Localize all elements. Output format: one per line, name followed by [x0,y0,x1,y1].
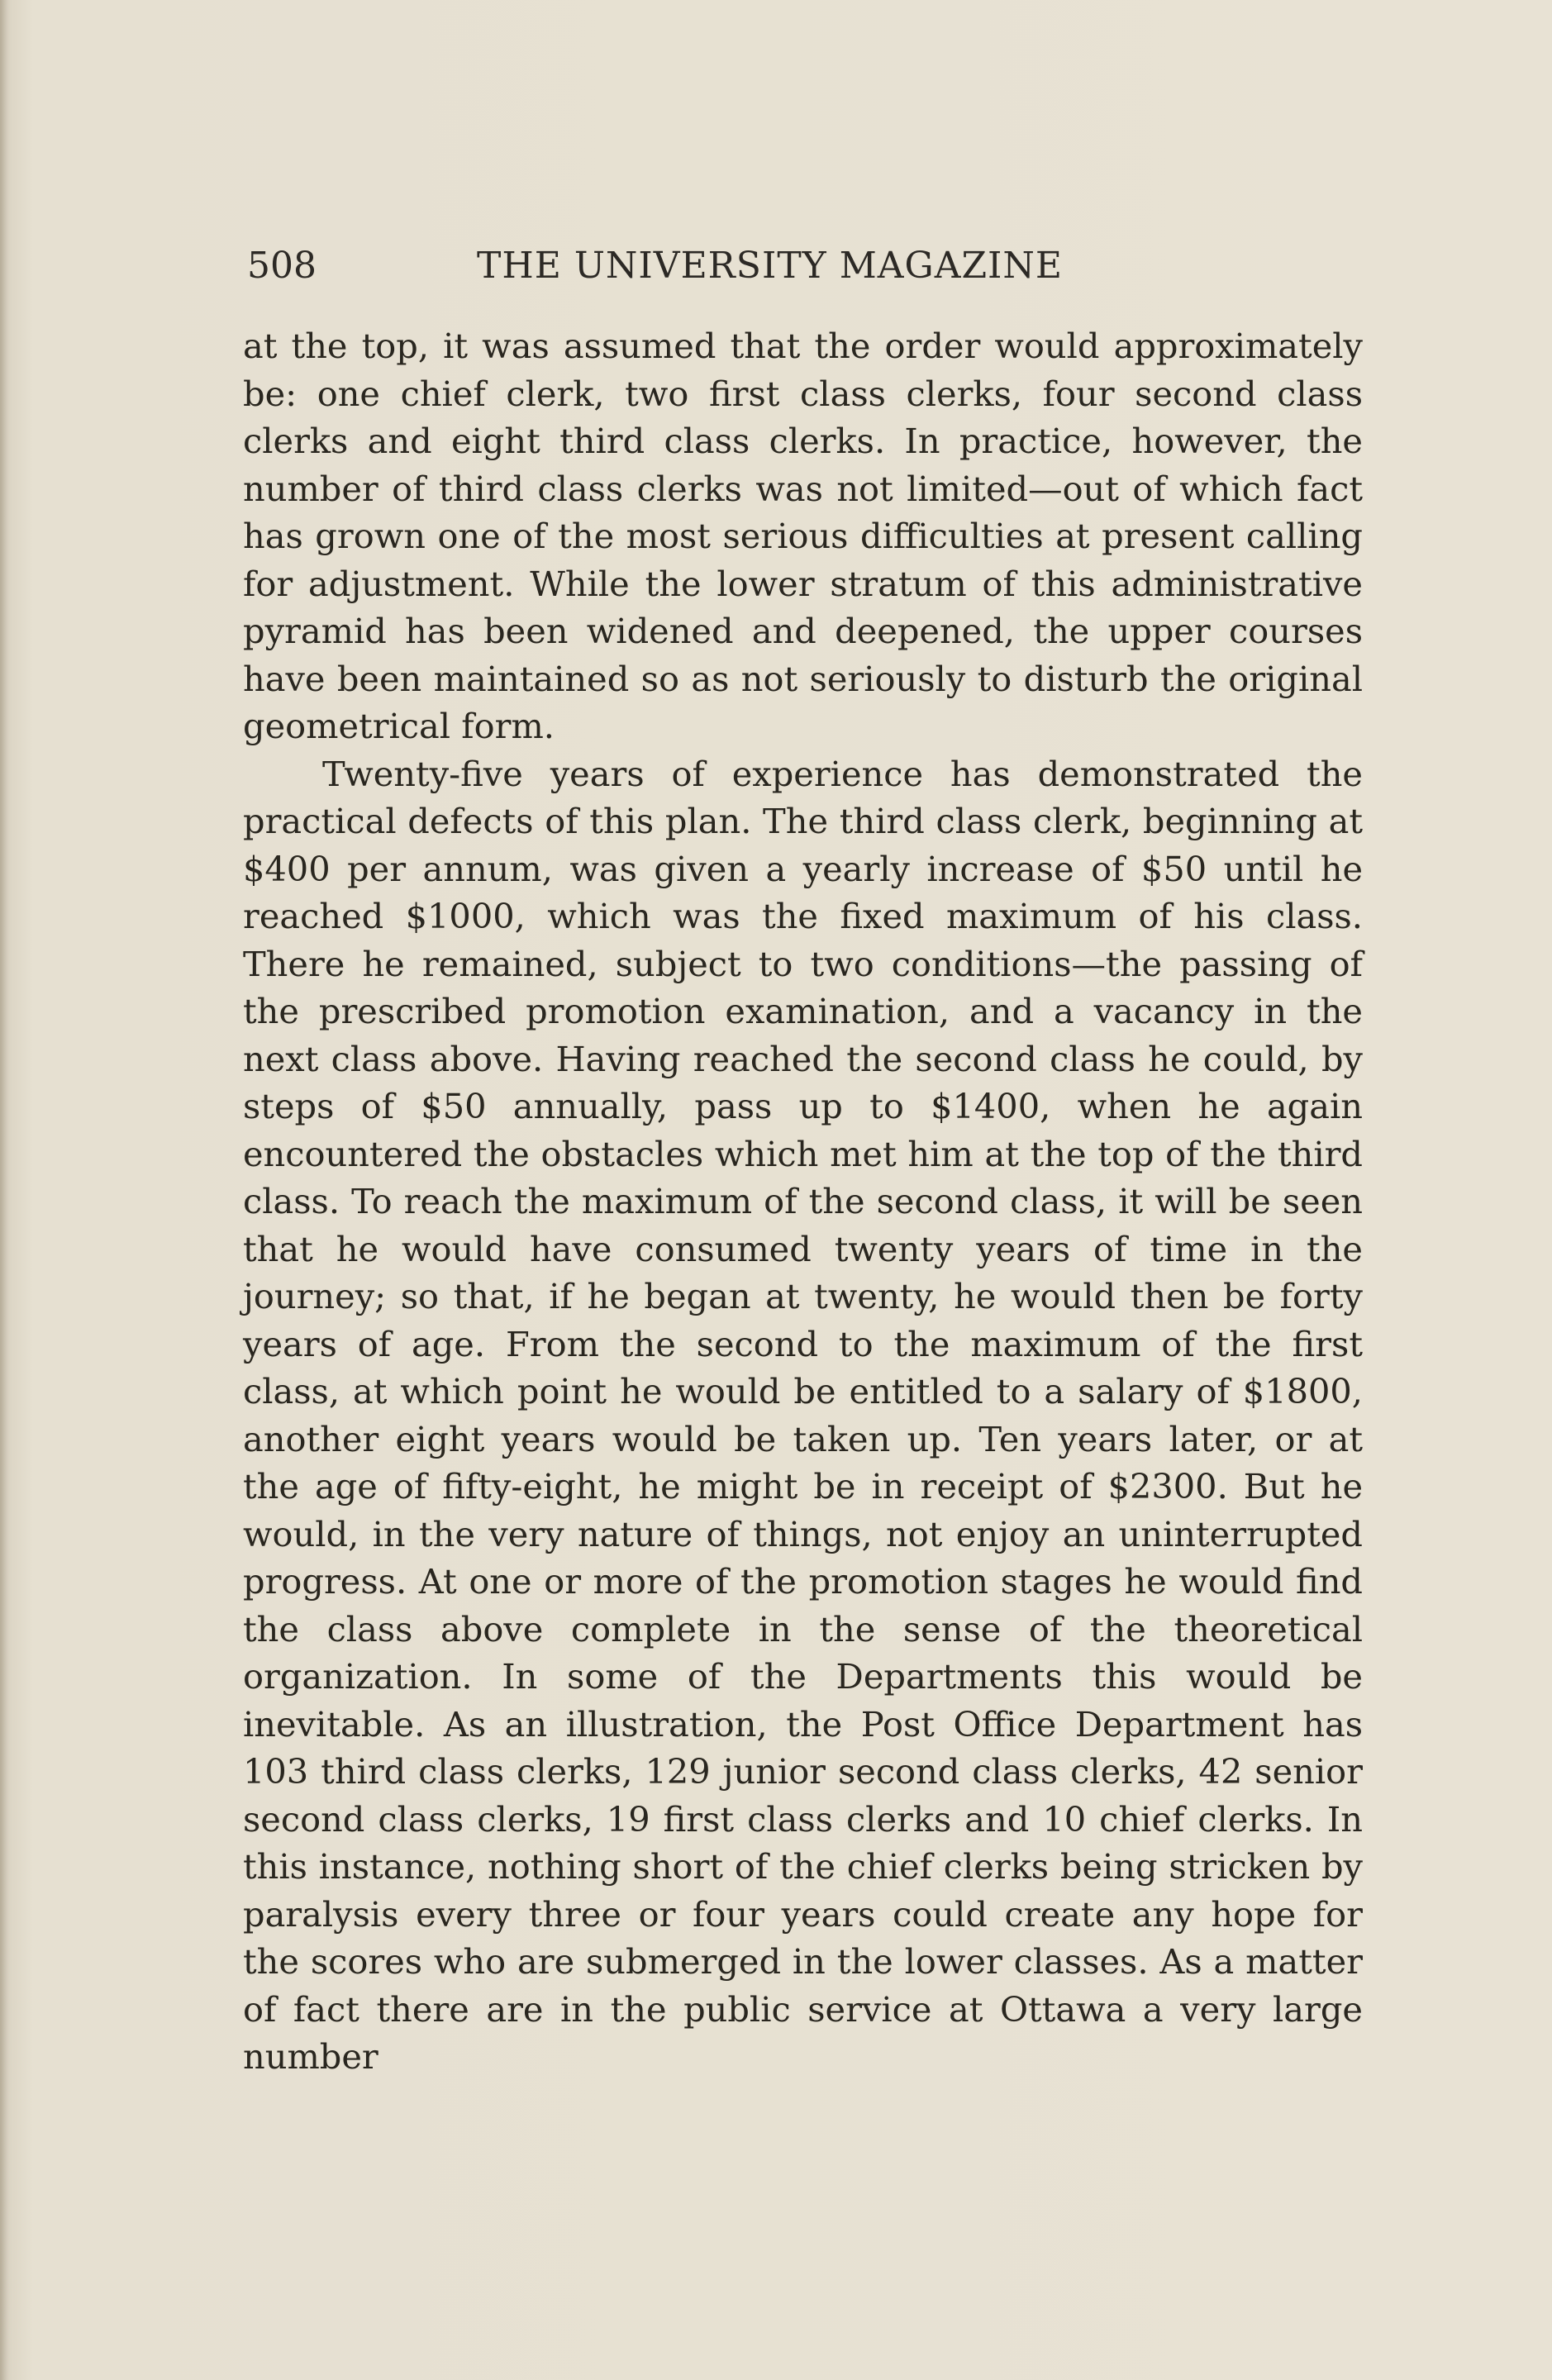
body-text [243,322,1363,2081]
page-number: 508 [247,245,317,287]
page-spine-shadow [0,0,8,2380]
paragraph-2: Twenty-five years of experience has demonstrated the practical defects of this plan. The third class clerk, beginning at $400 per annum, was given a yearly increase of $50 until he reached $1000, which was the fixed maximum of his class. There he remained, subject to two conditions—the passing of the prescribed promotion examination, and a vacancy in the next class above. Having reached the second class he could, by steps of $50 annually, pass up to $1400, when he again encountered the obstacles which met him at the top of the third class. To reach the maximum of the second class, it will be seen that he would have consumed twenty years of time in the journey; so that, if he began at twenty, he would then be forty years of age. From the second to the maximum of the first class, at which point he would be entitled to a salary of $1800, another eight years would be taken up. Ten years later, or at the age of fifty-eight, he might be in receipt of $2300. But he would, in the very nature of things, not enjoy an uninterrupted progress. At one or more of the promotion stages he would find the class above complete in the sense of the theoretical organization. In some of the Departments this would be inevitable. As an illustration, the Post Office Department has 103 third class clerks, 129 junior second class clerks, 42 senior second class clerks, 19 first class clerks and 10 chief clerks. In this instance, nothing short of the chief clerks being stricken by paralysis every three or four years could create any hope for the scores who are submerged in the lower classes. As a matter of fact there are in the public service at Ottawa a very large number [243,753,1363,2077]
page-header [247,240,1140,293]
running-title: THE UNIVERSITY MAGAZINE [477,245,1064,287]
paragraph-1: at the top, it was assumed that the order would approximately be: one chief clerk, two first class clerks, four second class clerks and eight third class clerks. In practice, however, the number of third class clerks was not limited—out of which fact has grown one of the most serious difficulties at present calling for adjustment. While the lower stratum of this administrative pyramid has been widened and deepened, the upper courses have been maintained so as not seriously to disturb the original geometrical form. [243,326,1363,746]
